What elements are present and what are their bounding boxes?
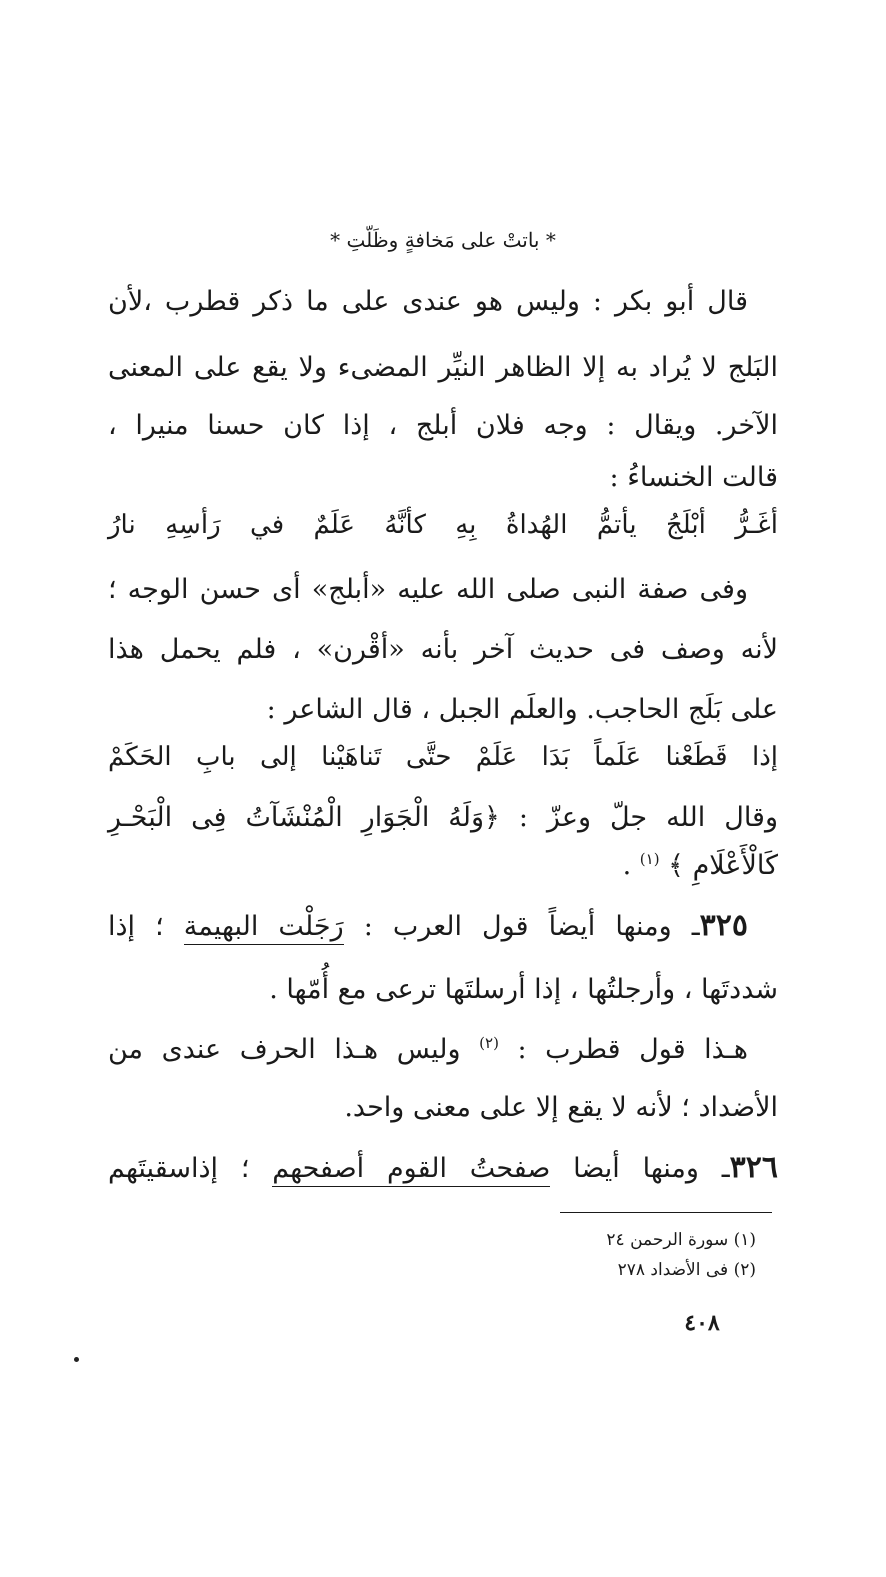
- section-325-line: [108, 906, 748, 947]
- paragraph-line: وفى صفة النبى صلى الله عليه «أبلج» أى حسن الوجه ؛: [108, 574, 748, 605]
- section-lead: ـ ومنها أيضا: [573, 1153, 730, 1184]
- paragraph-line: الآخر. ويقال : وجه فلان أبلج ، إذا كان حسنا منيرا ،: [108, 410, 778, 441]
- punctuation: .: [622, 850, 632, 881]
- headword: صفحتُ القوم أصفحهم: [272, 1153, 550, 1187]
- footnote-marker: (١): [639, 850, 660, 868]
- paragraph-line: قال أبو بكر : وليس هو عندى على ما ذكر قطرب ،لأن: [108, 286, 748, 317]
- quran-verse-text: كَالْأَعْلَامِ ﴾: [668, 850, 778, 881]
- footnote-2: (٢) فى الأضداد ٢٧٨: [617, 1260, 756, 1280]
- section-number: ٣٢٦: [729, 1150, 778, 1185]
- section-tail: ؛ إذا: [108, 911, 164, 942]
- footnote-marker: (٢): [479, 1034, 499, 1052]
- footnote-divider: [560, 1212, 772, 1213]
- poetry-verse: إذا قَطَعْنا عَلَماً بَدَا عَلَمْ حتَّى تَناهَيْنا إلى بابِ الحَكَمْ: [108, 742, 778, 772]
- paragraph-line: الأضداد ؛ لأنه لا يقع إلا على معنى واحد.: [344, 1092, 778, 1123]
- page-number: ٤٠٨: [684, 1310, 720, 1336]
- paragraph-line: [108, 1030, 748, 1070]
- section-lead: ـ ومنها أيضاً قول العرب :: [363, 911, 700, 942]
- quran-verse-line: وقال الله جلّ وعزّ : ﴿وَلَهُ الْجَوَارِ الْمُنْشَآتُ فِى الْبَحْـرِ: [108, 802, 778, 833]
- headword: رَجَلْت البهيمة: [184, 911, 344, 945]
- quran-verse-line: [108, 846, 778, 886]
- poetry-verse: أغَـرُّ أبْلَجُ يأتمُّ الهُداةُ بِهِ كأنَّهُ عَلَمٌ في رَأسِهِ نارُ: [108, 510, 778, 540]
- section-326-line: [108, 1148, 778, 1189]
- quote-lead: هـذا قول قطرب :: [517, 1034, 748, 1065]
- poet-attribution: قالت الخنساءُ :: [609, 462, 778, 493]
- paragraph-line: البَلج لا يُراد به إلا الظاهر النيِّر المضىء ولا يقع على المعنى: [108, 352, 778, 383]
- footnote-1: (١) سورة الرحمن ٢٤: [606, 1230, 756, 1250]
- section-tail: ؛ إذاسقيتَهم: [108, 1153, 250, 1184]
- verse-heading: * باتتْ على مَخافةٍ وظَلّتِ *: [330, 228, 556, 252]
- section-number: ٣٢٥: [699, 908, 748, 943]
- paragraph-line: على بَلَج الحاجب. والعلَم الجبل ، قال الشاعر :: [266, 694, 778, 725]
- paragraph-line: شددتَها ، وأرجلتُها ، إذا أرسلتَها ترعى مع أُمّها .: [269, 974, 778, 1005]
- quote-rest: وليس هـذا الحرف عندى من: [108, 1034, 461, 1065]
- scan-speck: [74, 1357, 79, 1362]
- paragraph-line: لأنه وصف فى حديث آخر بأنه «أقْرن» ، فلم يحمل هذا: [108, 634, 778, 665]
